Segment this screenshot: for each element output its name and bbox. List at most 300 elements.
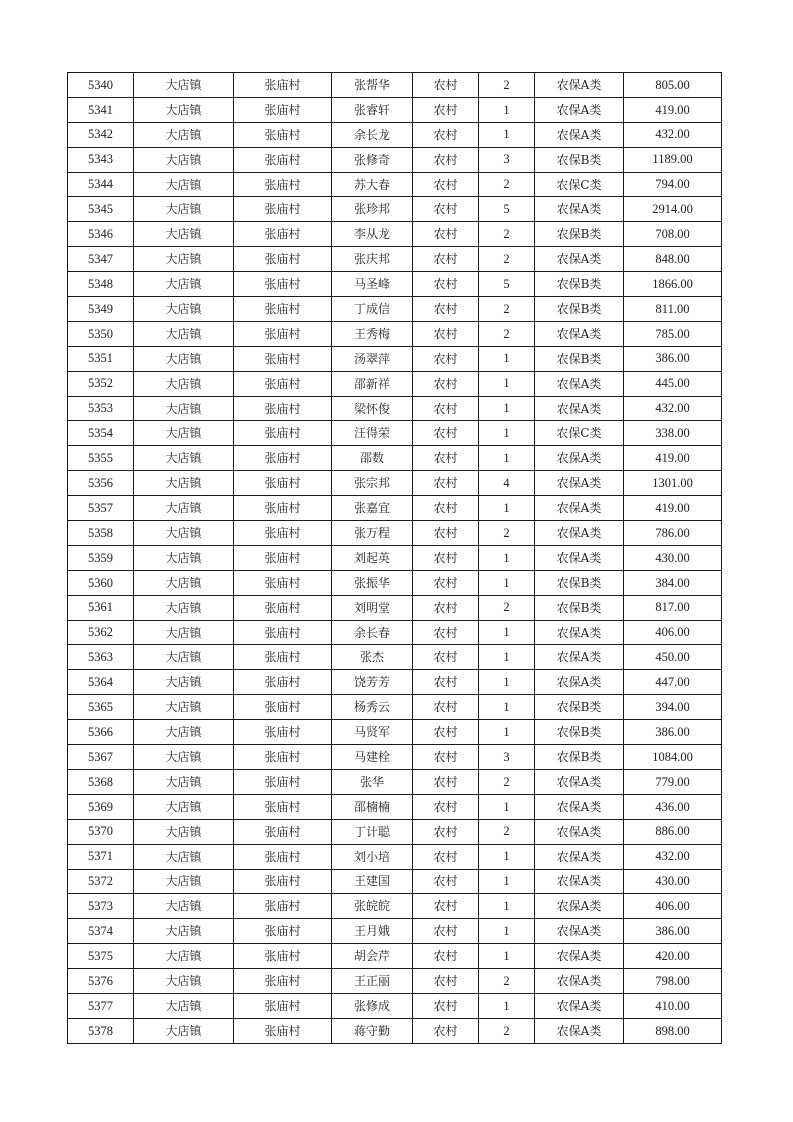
cell-amount: 445.00 <box>624 371 722 396</box>
cell-village: 张庙村 <box>234 471 332 496</box>
cell-name: 张珍邦 <box>332 197 413 222</box>
cell-name: 蒋守勤 <box>332 1018 413 1043</box>
cell-area-type: 农村 <box>413 496 479 521</box>
cell-area-type: 农村 <box>413 545 479 570</box>
cell-town: 大店镇 <box>134 844 234 869</box>
cell-serial-number: 5357 <box>68 496 134 521</box>
cell-household-count: 1 <box>479 496 535 521</box>
cell-area-type: 农村 <box>413 869 479 894</box>
cell-name: 王秀梅 <box>332 321 413 346</box>
cell-serial-number: 5347 <box>68 247 134 272</box>
cell-household-count: 1 <box>479 97 535 122</box>
cell-village: 张庙村 <box>234 869 332 894</box>
cell-village: 张庙村 <box>234 670 332 695</box>
cell-town: 大店镇 <box>134 620 234 645</box>
cell-area-type: 农村 <box>413 1018 479 1043</box>
cell-insurance-category: 农保A类 <box>535 97 624 122</box>
cell-insurance-category: 农保A类 <box>535 521 624 546</box>
cell-amount: 447.00 <box>624 670 722 695</box>
cell-household-count: 2 <box>479 969 535 994</box>
cell-household-count: 1 <box>479 869 535 894</box>
cell-amount: 420.00 <box>624 944 722 969</box>
cell-serial-number: 5356 <box>68 471 134 496</box>
cell-name: 张嘉宜 <box>332 496 413 521</box>
cell-amount: 436.00 <box>624 794 722 819</box>
cell-serial-number: 5365 <box>68 695 134 720</box>
cell-insurance-category: 农保C类 <box>535 172 624 197</box>
cell-town: 大店镇 <box>134 645 234 670</box>
cell-serial-number: 5350 <box>68 321 134 346</box>
cell-village: 张庙村 <box>234 496 332 521</box>
cell-insurance-category: 农保A类 <box>535 819 624 844</box>
cell-insurance-category: 农保A类 <box>535 844 624 869</box>
cell-village: 张庙村 <box>234 595 332 620</box>
cell-household-count: 1 <box>479 446 535 471</box>
cell-town: 大店镇 <box>134 545 234 570</box>
cell-town: 大店镇 <box>134 172 234 197</box>
cell-insurance-category: 农保A类 <box>535 894 624 919</box>
cell-area-type: 农村 <box>413 471 479 496</box>
cell-household-count: 1 <box>479 570 535 595</box>
roster-body <box>68 73 722 1044</box>
table-row <box>68 321 722 346</box>
cell-town: 大店镇 <box>134 396 234 421</box>
cell-village: 张庙村 <box>234 247 332 272</box>
cell-name: 苏大春 <box>332 172 413 197</box>
cell-town: 大店镇 <box>134 969 234 994</box>
cell-insurance-category: 农保B类 <box>535 720 624 745</box>
cell-town: 大店镇 <box>134 794 234 819</box>
cell-town: 大店镇 <box>134 993 234 1018</box>
cell-village: 张庙村 <box>234 745 332 770</box>
table-row <box>68 745 722 770</box>
cell-insurance-category: 农保B类 <box>535 147 624 172</box>
cell-household-count: 5 <box>479 272 535 297</box>
cell-area-type: 农村 <box>413 620 479 645</box>
cell-household-count: 1 <box>479 944 535 969</box>
cell-name: 刘明堂 <box>332 595 413 620</box>
cell-village: 张庙村 <box>234 147 332 172</box>
cell-amount: 386.00 <box>624 346 722 371</box>
cell-name: 梁怀俊 <box>332 396 413 421</box>
cell-area-type: 农村 <box>413 247 479 272</box>
cell-household-count: 1 <box>479 545 535 570</box>
cell-serial-number: 5374 <box>68 919 134 944</box>
cell-town: 大店镇 <box>134 272 234 297</box>
cell-village: 张庙村 <box>234 695 332 720</box>
cell-household-count: 1 <box>479 720 535 745</box>
cell-area-type: 农村 <box>413 73 479 98</box>
cell-town: 大店镇 <box>134 1018 234 1043</box>
cell-insurance-category: 农保A类 <box>535 446 624 471</box>
cell-household-count: 2 <box>479 595 535 620</box>
cell-village: 张庙村 <box>234 570 332 595</box>
cell-area-type: 农村 <box>413 521 479 546</box>
cell-serial-number: 5352 <box>68 371 134 396</box>
cell-insurance-category: 农保A类 <box>535 1018 624 1043</box>
cell-insurance-category: 农保A类 <box>535 321 624 346</box>
cell-town: 大店镇 <box>134 421 234 446</box>
cell-insurance-category: 农保A类 <box>535 993 624 1018</box>
cell-name: 张庆邦 <box>332 247 413 272</box>
cell-name: 张帮华 <box>332 73 413 98</box>
cell-household-count: 2 <box>479 297 535 322</box>
cell-insurance-category: 农保A类 <box>535 969 624 994</box>
cell-serial-number: 5364 <box>68 670 134 695</box>
cell-village: 张庙村 <box>234 371 332 396</box>
cell-name: 胡会芹 <box>332 944 413 969</box>
cell-area-type: 农村 <box>413 222 479 247</box>
cell-village: 张庙村 <box>234 421 332 446</box>
cell-area-type: 农村 <box>413 346 479 371</box>
cell-name: 张修奇 <box>332 147 413 172</box>
cell-name: 马建栓 <box>332 745 413 770</box>
cell-household-count: 2 <box>479 172 535 197</box>
cell-name: 张皖皖 <box>332 894 413 919</box>
cell-village: 张庙村 <box>234 321 332 346</box>
cell-insurance-category: 农保B类 <box>535 695 624 720</box>
cell-name: 张振华 <box>332 570 413 595</box>
table-row <box>68 969 722 994</box>
cell-amount: 406.00 <box>624 894 722 919</box>
cell-town: 大店镇 <box>134 769 234 794</box>
cell-insurance-category: 农保B类 <box>535 222 624 247</box>
table-row <box>68 521 722 546</box>
cell-serial-number: 5348 <box>68 272 134 297</box>
cell-amount: 432.00 <box>624 844 722 869</box>
cell-amount: 1084.00 <box>624 745 722 770</box>
cell-household-count: 3 <box>479 745 535 770</box>
cell-household-count: 1 <box>479 645 535 670</box>
cell-serial-number: 5358 <box>68 521 134 546</box>
cell-insurance-category: 农保A类 <box>535 197 624 222</box>
cell-amount: 817.00 <box>624 595 722 620</box>
cell-serial-number: 5377 <box>68 993 134 1018</box>
cell-amount: 430.00 <box>624 869 722 894</box>
table-row <box>68 421 722 446</box>
cell-area-type: 农村 <box>413 570 479 595</box>
cell-name: 邵楠楠 <box>332 794 413 819</box>
cell-area-type: 农村 <box>413 969 479 994</box>
cell-amount: 338.00 <box>624 421 722 446</box>
cell-amount: 2914.00 <box>624 197 722 222</box>
cell-area-type: 农村 <box>413 919 479 944</box>
cell-insurance-category: 农保A类 <box>535 769 624 794</box>
cell-insurance-category: 农保A类 <box>535 944 624 969</box>
cell-village: 张庙村 <box>234 197 332 222</box>
cell-area-type: 农村 <box>413 297 479 322</box>
cell-name: 王建国 <box>332 869 413 894</box>
cell-name: 王月娥 <box>332 919 413 944</box>
table-row <box>68 570 722 595</box>
cell-name: 饶芳芳 <box>332 670 413 695</box>
cell-village: 张庙村 <box>234 720 332 745</box>
cell-serial-number: 5359 <box>68 545 134 570</box>
cell-household-count: 1 <box>479 794 535 819</box>
table-row <box>68 272 722 297</box>
cell-serial-number: 5354 <box>68 421 134 446</box>
cell-amount: 811.00 <box>624 297 722 322</box>
cell-insurance-category: 农保A类 <box>535 794 624 819</box>
cell-household-count: 1 <box>479 919 535 944</box>
cell-insurance-category: 农保A类 <box>535 545 624 570</box>
cell-serial-number: 5346 <box>68 222 134 247</box>
cell-name: 马贤军 <box>332 720 413 745</box>
cell-name: 刘小培 <box>332 844 413 869</box>
cell-town: 大店镇 <box>134 944 234 969</box>
cell-insurance-category: 农保A类 <box>535 471 624 496</box>
cell-insurance-category: 农保A类 <box>535 371 624 396</box>
table-row <box>68 695 722 720</box>
cell-household-count: 1 <box>479 670 535 695</box>
cell-insurance-category: 农保B类 <box>535 346 624 371</box>
cell-village: 张庙村 <box>234 97 332 122</box>
cell-amount: 386.00 <box>624 720 722 745</box>
cell-town: 大店镇 <box>134 894 234 919</box>
cell-insurance-category: 农保B类 <box>535 595 624 620</box>
cell-area-type: 农村 <box>413 371 479 396</box>
table-row <box>68 545 722 570</box>
cell-serial-number: 5360 <box>68 570 134 595</box>
cell-insurance-category: 农保A类 <box>535 670 624 695</box>
cell-serial-number: 5343 <box>68 147 134 172</box>
table-row <box>68 894 722 919</box>
cell-village: 张庙村 <box>234 894 332 919</box>
table-row <box>68 222 722 247</box>
cell-insurance-category: 农保B类 <box>535 297 624 322</box>
cell-town: 大店镇 <box>134 570 234 595</box>
cell-serial-number: 5353 <box>68 396 134 421</box>
cell-village: 张庙村 <box>234 919 332 944</box>
cell-serial-number: 5355 <box>68 446 134 471</box>
cell-amount: 1301.00 <box>624 471 722 496</box>
cell-village: 张庙村 <box>234 545 332 570</box>
cell-town: 大店镇 <box>134 819 234 844</box>
cell-town: 大店镇 <box>134 147 234 172</box>
cell-village: 张庙村 <box>234 993 332 1018</box>
cell-town: 大店镇 <box>134 471 234 496</box>
cell-household-count: 1 <box>479 620 535 645</box>
table-row <box>68 147 722 172</box>
cell-amount: 419.00 <box>624 97 722 122</box>
table-row <box>68 595 722 620</box>
cell-insurance-category: 农保A类 <box>535 73 624 98</box>
cell-name: 丁成信 <box>332 297 413 322</box>
table-row <box>68 97 722 122</box>
cell-serial-number: 5378 <box>68 1018 134 1043</box>
cell-household-count: 2 <box>479 222 535 247</box>
cell-name: 张华 <box>332 769 413 794</box>
cell-name: 杨秀云 <box>332 695 413 720</box>
cell-serial-number: 5373 <box>68 894 134 919</box>
cell-area-type: 农村 <box>413 993 479 1018</box>
cell-amount: 394.00 <box>624 695 722 720</box>
cell-amount: 794.00 <box>624 172 722 197</box>
cell-area-type: 农村 <box>413 645 479 670</box>
cell-area-type: 农村 <box>413 894 479 919</box>
cell-household-count: 3 <box>479 147 535 172</box>
cell-serial-number: 5375 <box>68 944 134 969</box>
cell-insurance-category: 农保C类 <box>535 421 624 446</box>
cell-town: 大店镇 <box>134 869 234 894</box>
cell-insurance-category: 农保A类 <box>535 645 624 670</box>
cell-name: 张宗邦 <box>332 471 413 496</box>
cell-name: 张睿轩 <box>332 97 413 122</box>
cell-name: 邵数 <box>332 446 413 471</box>
table-row <box>68 720 722 745</box>
cell-name: 余长龙 <box>332 122 413 147</box>
cell-town: 大店镇 <box>134 496 234 521</box>
cell-amount: 786.00 <box>624 521 722 546</box>
cell-name: 刘起英 <box>332 545 413 570</box>
cell-serial-number: 5362 <box>68 620 134 645</box>
cell-village: 张庙村 <box>234 794 332 819</box>
table-row <box>68 645 722 670</box>
cell-village: 张庙村 <box>234 944 332 969</box>
cell-insurance-category: 农保B类 <box>535 745 624 770</box>
cell-household-count: 1 <box>479 371 535 396</box>
cell-insurance-category: 农保A类 <box>535 396 624 421</box>
cell-serial-number: 5349 <box>68 297 134 322</box>
cell-town: 大店镇 <box>134 446 234 471</box>
cell-village: 张庙村 <box>234 396 332 421</box>
cell-amount: 779.00 <box>624 769 722 794</box>
cell-name: 汤翠萍 <box>332 346 413 371</box>
cell-town: 大店镇 <box>134 222 234 247</box>
cell-household-count: 5 <box>479 197 535 222</box>
cell-village: 张庙村 <box>234 969 332 994</box>
cell-amount: 406.00 <box>624 620 722 645</box>
cell-town: 大店镇 <box>134 73 234 98</box>
cell-town: 大店镇 <box>134 720 234 745</box>
table-row <box>68 446 722 471</box>
cell-amount: 886.00 <box>624 819 722 844</box>
cell-household-count: 2 <box>479 1018 535 1043</box>
cell-village: 张庙村 <box>234 844 332 869</box>
cell-household-count: 1 <box>479 993 535 1018</box>
cell-insurance-category: 农保B类 <box>535 570 624 595</box>
table-row <box>68 122 722 147</box>
cell-household-count: 1 <box>479 396 535 421</box>
cell-village: 张庙村 <box>234 620 332 645</box>
table-row <box>68 496 722 521</box>
cell-village: 张庙村 <box>234 122 332 147</box>
cell-insurance-category: 农保A类 <box>535 247 624 272</box>
cell-town: 大店镇 <box>134 197 234 222</box>
table-row <box>68 247 722 272</box>
cell-serial-number: 5370 <box>68 819 134 844</box>
cell-area-type: 农村 <box>413 944 479 969</box>
cell-area-type: 农村 <box>413 720 479 745</box>
cell-serial-number: 5366 <box>68 720 134 745</box>
cell-name: 邵新祥 <box>332 371 413 396</box>
cell-serial-number: 5344 <box>68 172 134 197</box>
cell-town: 大店镇 <box>134 97 234 122</box>
cell-town: 大店镇 <box>134 745 234 770</box>
cell-amount: 410.00 <box>624 993 722 1018</box>
cell-serial-number: 5372 <box>68 869 134 894</box>
cell-amount: 805.00 <box>624 73 722 98</box>
cell-name: 张修成 <box>332 993 413 1018</box>
cell-area-type: 农村 <box>413 147 479 172</box>
cell-household-count: 1 <box>479 346 535 371</box>
table-row <box>68 471 722 496</box>
cell-name: 马圣峰 <box>332 272 413 297</box>
cell-area-type: 农村 <box>413 97 479 122</box>
cell-amount: 386.00 <box>624 919 722 944</box>
cell-village: 张庙村 <box>234 172 332 197</box>
cell-area-type: 农村 <box>413 321 479 346</box>
table-row <box>68 919 722 944</box>
cell-serial-number: 5351 <box>68 346 134 371</box>
cell-serial-number: 5367 <box>68 745 134 770</box>
cell-amount: 384.00 <box>624 570 722 595</box>
cell-town: 大店镇 <box>134 297 234 322</box>
cell-household-count: 1 <box>479 844 535 869</box>
cell-amount: 798.00 <box>624 969 722 994</box>
cell-area-type: 农村 <box>413 421 479 446</box>
cell-name: 丁计聪 <box>332 819 413 844</box>
cell-serial-number: 5376 <box>68 969 134 994</box>
cell-town: 大店镇 <box>134 595 234 620</box>
cell-village: 张庙村 <box>234 446 332 471</box>
table-row <box>68 1018 722 1043</box>
cell-insurance-category: 农保A类 <box>535 919 624 944</box>
cell-village: 张庙村 <box>234 1018 332 1043</box>
cell-town: 大店镇 <box>134 346 234 371</box>
cell-household-count: 2 <box>479 321 535 346</box>
cell-household-count: 2 <box>479 819 535 844</box>
cell-amount: 432.00 <box>624 122 722 147</box>
table-row <box>68 371 722 396</box>
table-row <box>68 819 722 844</box>
cell-insurance-category: 农保A类 <box>535 122 624 147</box>
cell-village: 张庙村 <box>234 297 332 322</box>
roster-table <box>67 72 722 1044</box>
table-row <box>68 670 722 695</box>
cell-town: 大店镇 <box>134 247 234 272</box>
cell-insurance-category: 农保A类 <box>535 620 624 645</box>
cell-household-count: 2 <box>479 521 535 546</box>
cell-insurance-category: 农保B类 <box>535 272 624 297</box>
cell-town: 大店镇 <box>134 321 234 346</box>
cell-serial-number: 5361 <box>68 595 134 620</box>
cell-village: 张庙村 <box>234 222 332 247</box>
cell-insurance-category: 农保A类 <box>535 496 624 521</box>
cell-serial-number: 5363 <box>68 645 134 670</box>
cell-town: 大店镇 <box>134 371 234 396</box>
cell-area-type: 农村 <box>413 670 479 695</box>
cell-town: 大店镇 <box>134 670 234 695</box>
cell-serial-number: 5341 <box>68 97 134 122</box>
cell-area-type: 农村 <box>413 769 479 794</box>
cell-amount: 450.00 <box>624 645 722 670</box>
cell-insurance-category: 农保A类 <box>535 869 624 894</box>
cell-area-type: 农村 <box>413 197 479 222</box>
cell-serial-number: 5345 <box>68 197 134 222</box>
cell-amount: 785.00 <box>624 321 722 346</box>
cell-household-count: 2 <box>479 769 535 794</box>
cell-area-type: 农村 <box>413 396 479 421</box>
cell-area-type: 农村 <box>413 745 479 770</box>
cell-area-type: 农村 <box>413 172 479 197</box>
cell-town: 大店镇 <box>134 695 234 720</box>
cell-town: 大店镇 <box>134 521 234 546</box>
cell-amount: 708.00 <box>624 222 722 247</box>
cell-area-type: 农村 <box>413 595 479 620</box>
table-row <box>68 73 722 98</box>
cell-village: 张庙村 <box>234 73 332 98</box>
